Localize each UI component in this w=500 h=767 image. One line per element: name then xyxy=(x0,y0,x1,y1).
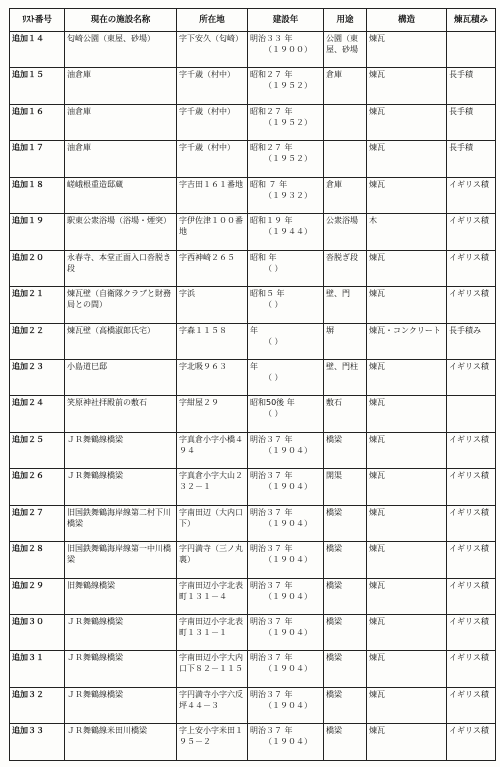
cell-facility-name: 小島道巳邸 xyxy=(65,359,177,395)
cell-location: 字浜 xyxy=(177,287,248,323)
cell-brick-bond: イギリス積 xyxy=(447,542,496,578)
cell-list-number: 追加２３ xyxy=(10,359,65,395)
cell-construction-year xyxy=(248,287,324,323)
year-western-text: （１９００） xyxy=(264,45,312,54)
cell-facility-name: ＪＲ舞鶴線橋梁 xyxy=(65,469,177,505)
cell-use: 橋梁 xyxy=(324,615,367,651)
cell-facility-name: 匂崎公園（東屋、砂場） xyxy=(65,32,177,68)
year-western-text: （１９０４） xyxy=(264,591,312,601)
table-row xyxy=(10,687,496,723)
cell-facility-name: 駅東公衆浴場（浴場・煙突） xyxy=(65,214,177,250)
cell-structure: 煉瓦 xyxy=(367,542,447,578)
cell-list-number: 追加２２ xyxy=(10,323,65,359)
year-era-text: 昭和１９ 年 xyxy=(250,216,293,226)
cell-brick-bond: 長手積 xyxy=(447,104,496,140)
year-era-text: 昭和５ 年 xyxy=(250,289,285,299)
cell-construction-year xyxy=(248,687,324,723)
cell-brick-bond xyxy=(447,396,496,432)
cell-list-number: 追加２７ xyxy=(10,505,65,541)
year-western-text: （１９０４） xyxy=(264,518,312,528)
year-western-text: （１９０４） xyxy=(264,482,312,492)
year-era-text: 明治３７ 年 xyxy=(250,507,293,517)
cell-structure: 煉瓦 xyxy=(367,250,447,286)
cell-brick-bond: イギリス積 xyxy=(447,615,496,651)
table-row xyxy=(10,432,496,468)
cell-list-number: 追加３１ xyxy=(10,651,65,687)
cell-facility-name: 嵯峨根重造邸蔵 xyxy=(65,177,177,213)
cell-list-number: 追加２０ xyxy=(10,250,65,286)
year-western-text: （１９５２） xyxy=(264,81,312,91)
cell-use: 公衆浴場 xyxy=(324,214,367,250)
year-era-text: 年 xyxy=(250,325,258,335)
cell-use: 沓脱ぎ段 xyxy=(324,250,367,286)
cell-construction-year xyxy=(248,542,324,578)
cell-brick-bond: イギリス積 xyxy=(447,687,496,723)
cell-location: 字吉田１６１番地 xyxy=(177,177,248,213)
cell-brick-bond: イギリス積 xyxy=(447,578,496,614)
cell-use: 倉庫 xyxy=(324,68,367,104)
year-era-text: 昭和 ７ 年 xyxy=(250,179,288,189)
cell-location: 字円満寺小字六反坪４４－３ xyxy=(177,687,248,723)
cell-construction-year xyxy=(248,396,324,432)
cell-structure: 煉瓦 xyxy=(367,359,447,395)
cell-construction-year xyxy=(248,469,324,505)
cell-use: 敷石 xyxy=(324,396,367,432)
cell-construction-year xyxy=(248,651,324,687)
cell-facility-name: 旧国鉄舞鶴海岸線第一中川橋梁 xyxy=(65,542,177,578)
table-row xyxy=(10,68,496,104)
cell-list-number: 追加１４ xyxy=(10,32,65,68)
header-structure: 構造 xyxy=(367,9,447,32)
cell-facility-name: 笑原神社拝殿前の敷石 xyxy=(65,396,177,432)
year-western-text: （ ） xyxy=(264,263,283,273)
cell-location: 字南田辺小字大内口下８２－１１５ xyxy=(177,651,248,687)
header-location: 所在地 xyxy=(177,9,248,32)
cell-use: 橋梁 xyxy=(324,578,367,614)
cell-facility-name: 油倉庫 xyxy=(65,68,177,104)
year-western-text: （ ） xyxy=(264,336,283,346)
year-era-text: 年 xyxy=(250,361,258,371)
cell-list-number: 追加１６ xyxy=(10,104,65,140)
table-row xyxy=(10,287,496,323)
year-western-text: （１９０４） xyxy=(264,700,312,710)
cell-construction-year xyxy=(248,323,324,359)
cell-location: 字千歳（村中） xyxy=(177,104,248,140)
cell-use: 橋梁 xyxy=(324,651,367,687)
cell-location: 字南田辺小字北表町１３１－１ xyxy=(177,615,248,651)
cell-location: 字紺屋２９ xyxy=(177,396,248,432)
cell-list-number: 追加１５ xyxy=(10,68,65,104)
heritage-list-table xyxy=(9,8,496,761)
cell-list-number: 追加２６ xyxy=(10,469,65,505)
table-row xyxy=(10,615,496,651)
cell-construction-year xyxy=(248,68,324,104)
cell-structure: 煉瓦 xyxy=(367,287,447,323)
cell-list-number: 追加２９ xyxy=(10,578,65,614)
cell-facility-name: 旧舞鶴線橋梁 xyxy=(65,578,177,614)
cell-list-number: 追加２８ xyxy=(10,542,65,578)
cell-structure: 煉瓦 xyxy=(367,724,447,761)
cell-location: 字南田辺小字北表町１３１－４ xyxy=(177,578,248,614)
table-row xyxy=(10,32,496,68)
table-row xyxy=(10,469,496,505)
year-western-text: （１９０４） xyxy=(264,628,312,637)
table-row xyxy=(10,651,496,687)
cell-structure: 煉瓦 xyxy=(367,396,447,432)
cell-construction-year xyxy=(248,359,324,395)
cell-construction-year xyxy=(248,141,324,177)
cell-facility-name: 永春寺、本堂正面入口沓脱き段 xyxy=(65,250,177,286)
cell-location: 字円満寺（三ノ丸裏） xyxy=(177,542,248,578)
table-row xyxy=(10,214,496,250)
cell-construction-year xyxy=(248,724,324,761)
cell-facility-name: 煉瓦壁（自衛隊クラブと財務局との間） xyxy=(65,287,177,323)
table-row xyxy=(10,542,496,578)
cell-location: 字森１１５８ xyxy=(177,323,248,359)
table-row xyxy=(10,578,496,614)
table-row xyxy=(10,505,496,541)
table-row xyxy=(10,724,496,761)
cell-use xyxy=(324,141,367,177)
cell-facility-name: ＪＲ舞鶴線橋梁 xyxy=(65,651,177,687)
year-western-text: （１９４４） xyxy=(264,227,312,237)
table-row xyxy=(10,396,496,432)
table-row xyxy=(10,323,496,359)
cell-brick-bond: イギリス積 xyxy=(447,432,496,468)
cell-construction-year xyxy=(248,104,324,140)
cell-location: 字西神崎２６５ xyxy=(177,250,248,286)
year-era-text: 昭和50後 年 xyxy=(250,398,295,408)
cell-brick-bond: 長手積 xyxy=(447,141,496,177)
cell-use: 公園（東屋、砂場 xyxy=(324,32,367,68)
cell-brick-bond: イギリス積 xyxy=(447,469,496,505)
cell-construction-year xyxy=(248,505,324,541)
cell-structure: 煉瓦 xyxy=(367,651,447,687)
cell-use: 橋梁 xyxy=(324,505,367,541)
cell-structure: 煉瓦 xyxy=(367,505,447,541)
cell-list-number: 追加２５ xyxy=(10,432,65,468)
year-era-text: 明治３７ 年 xyxy=(250,689,293,699)
year-era-text: 昭和２７ 年 xyxy=(250,143,293,153)
cell-use: 壁、門 xyxy=(324,287,367,323)
cell-use: 倉庫 xyxy=(324,177,367,213)
cell-location: 字南田辺（大内口下） xyxy=(177,505,248,541)
cell-list-number: 追加２４ xyxy=(10,396,65,432)
cell-use xyxy=(324,104,367,140)
year-era-text: 明治３３ 年 xyxy=(250,34,293,43)
year-era-text: 昭和２７ 年 xyxy=(250,106,293,116)
cell-facility-name: 油倉庫 xyxy=(65,141,177,177)
cell-brick-bond: イギリス積 xyxy=(447,505,496,541)
cell-location: 字北吸９６３ xyxy=(177,359,248,395)
cell-list-number: 追加１９ xyxy=(10,214,65,250)
cell-list-number: 追加３０ xyxy=(10,615,65,651)
cell-brick-bond: イギリス積 xyxy=(447,359,496,395)
cell-construction-year xyxy=(248,32,324,68)
cell-location: 字下安久（匂崎） xyxy=(177,32,248,68)
cell-structure: 煉瓦 xyxy=(367,177,447,213)
cell-brick-bond: イギリス積 xyxy=(447,287,496,323)
year-western-text: （ ） xyxy=(264,372,283,382)
cell-structure: 煉瓦 xyxy=(367,687,447,723)
cell-brick-bond xyxy=(447,32,496,68)
cell-structure: 煉瓦 xyxy=(367,68,447,104)
cell-structure: 煉瓦 xyxy=(367,141,447,177)
cell-structure: 煉瓦 xyxy=(367,615,447,651)
cell-use: 橋梁 xyxy=(324,724,367,761)
year-era-text: 明治３７ 年 xyxy=(250,434,293,444)
cell-facility-name: 旧国鉄舞鶴海岸線第二村下川橋梁 xyxy=(65,505,177,541)
cell-structure: 煉瓦 xyxy=(367,432,447,468)
table-row xyxy=(10,104,496,140)
cell-brick-bond: 長手積み xyxy=(447,323,496,359)
year-era-text: 明治３７ 年 xyxy=(250,580,293,590)
header-list-number: ﾘｽﾄ番号 xyxy=(10,9,65,32)
table-header-row xyxy=(10,9,496,32)
year-western-text: （ ） xyxy=(264,409,283,419)
year-western-text: （１９５２） xyxy=(264,117,312,127)
cell-structure: 煉瓦 xyxy=(367,104,447,140)
cell-facility-name: ＪＲ舞鶴線橋梁 xyxy=(65,432,177,468)
cell-location: 字千歳（村中） xyxy=(177,68,248,104)
header-use: 用途 xyxy=(324,9,367,32)
cell-facility-name: 煉瓦壁（高橋淑郎氏宅） xyxy=(65,323,177,359)
cell-use: 塀 xyxy=(324,323,367,359)
header-brick-bond: 煉瓦積み xyxy=(447,9,496,32)
cell-facility-name: ＪＲ舞鶴線橋梁 xyxy=(65,687,177,723)
year-era-text: 明治３７ 年 xyxy=(250,726,293,736)
year-western-text: （１９５２） xyxy=(264,154,312,164)
cell-location: 字千歳（村中） xyxy=(177,141,248,177)
year-western-text: （ ） xyxy=(264,300,283,310)
year-western-text: （１９０４） xyxy=(264,555,312,565)
cell-structure: 煉瓦 xyxy=(367,578,447,614)
cell-list-number: 追加２１ xyxy=(10,287,65,323)
cell-construction-year xyxy=(248,214,324,250)
cell-location: 字真倉小字大山２３２－１ xyxy=(177,469,248,505)
cell-location: 字上安小字米田１９５－２ xyxy=(177,724,248,761)
cell-structure: 煉瓦・コンクリート xyxy=(367,323,447,359)
cell-brick-bond: イギリス積 xyxy=(447,250,496,286)
cell-list-number: 追加３２ xyxy=(10,687,65,723)
cell-location: 字伊佐津１００番地 xyxy=(177,214,248,250)
cell-facility-name: ＪＲ舞鶴線米田川橋梁 xyxy=(65,724,177,761)
cell-facility-name: 油倉庫 xyxy=(65,104,177,140)
cell-facility-name: ＪＲ舞鶴線橋梁 xyxy=(65,615,177,651)
cell-brick-bond: 長手積 xyxy=(447,68,496,104)
year-era-text: 明治３７ 年 xyxy=(250,653,293,663)
year-western-text: （１９０４） xyxy=(264,737,312,747)
table-body xyxy=(10,32,496,761)
cell-use: 橋梁 xyxy=(324,432,367,468)
cell-structure: 煉瓦 xyxy=(367,32,447,68)
table-row xyxy=(10,141,496,177)
table-row xyxy=(10,359,496,395)
cell-list-number: 追加１８ xyxy=(10,177,65,213)
cell-use: 橋梁 xyxy=(324,542,367,578)
cell-brick-bond: イギリス積 xyxy=(447,651,496,687)
year-era-text: 明治３７ 年 xyxy=(250,471,293,481)
cell-use: 開渠 xyxy=(324,469,367,505)
year-era-text: 明治３７ 年 xyxy=(250,617,293,626)
cell-structure: 木 xyxy=(367,214,447,250)
header-facility-name: 現在の施設名称 xyxy=(65,9,177,32)
year-era-text: 昭和 年 xyxy=(250,252,277,262)
header-construction-year: 建設年 xyxy=(248,9,324,32)
year-era-text: 明治３７ 年 xyxy=(250,544,293,554)
cell-brick-bond: イギリス積 xyxy=(447,214,496,250)
cell-construction-year xyxy=(248,615,324,651)
cell-brick-bond: イギリス積 xyxy=(447,724,496,761)
cell-list-number: 追加１７ xyxy=(10,141,65,177)
year-western-text: （１９０４） xyxy=(264,664,312,674)
year-western-text: （１９３２） xyxy=(264,190,312,200)
cell-structure: 煉瓦 xyxy=(367,469,447,505)
cell-construction-year xyxy=(248,432,324,468)
cell-construction-year xyxy=(248,578,324,614)
table-row xyxy=(10,177,496,213)
cell-use: 橋梁 xyxy=(324,687,367,723)
cell-use: 壁、門柱 xyxy=(324,359,367,395)
table-row xyxy=(10,250,496,286)
cell-construction-year xyxy=(248,250,324,286)
cell-brick-bond: イギリス積 xyxy=(447,177,496,213)
cell-location: 字真倉小字小橋４９４ xyxy=(177,432,248,468)
cell-list-number: 追加３３ xyxy=(10,724,65,761)
year-western-text: （１９０４） xyxy=(264,445,312,455)
year-era-text: 昭和２７ 年 xyxy=(250,70,293,80)
cell-construction-year xyxy=(248,177,324,213)
